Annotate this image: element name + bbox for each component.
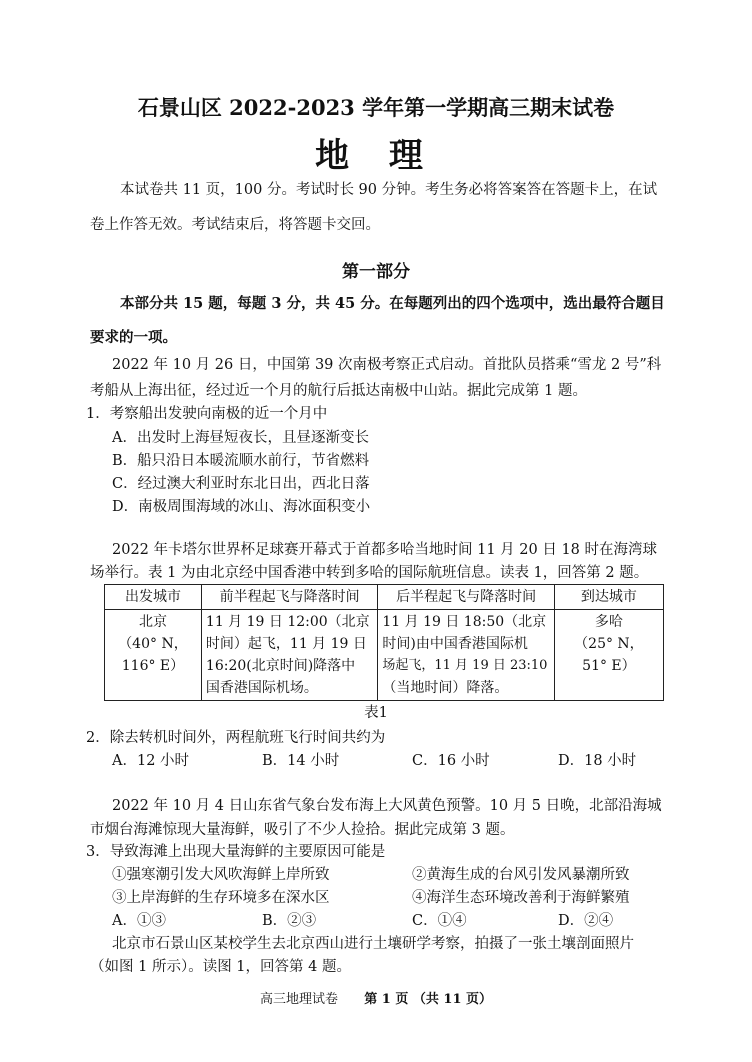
q3-item-4: ④海洋生态环境改善利于海鲜繁殖 <box>412 890 630 906</box>
q3-item-2: ②黄海生成的台风引发风暴潮所致 <box>412 867 630 883</box>
q3-item-3: ③上岸海鲜的生存环境多在深水区 <box>112 890 330 906</box>
q2-option-a: A．12 小时 <box>112 753 190 769</box>
q3-option-d: D．②④ <box>558 913 614 929</box>
table-header-cell: 出发城市 <box>105 585 202 610</box>
table-row <box>105 610 664 701</box>
q1-option-b: B．船只沿日本暖流顺水前行，节省燃料 <box>112 453 370 469</box>
q3-stem-2: 市烟台海滩惊现大量海鲜，吸引了不少人捡拾。据此完成第 3 题。 <box>90 822 515 838</box>
intro-line-2: 卷上作答无效。考试结束后，将答题卡交回。 <box>90 217 380 233</box>
q2-option-c: C．16 小时 <box>412 753 490 769</box>
cell-line: 11 月 19 日 18:50（北京 <box>382 614 547 630</box>
footer-doc-name: 高三地理试卷 <box>259 992 338 1007</box>
cell-line: 16:20(北京时间)降落中 <box>205 658 356 674</box>
q1-option-d: D．南极周围海域的冰山、海冰面积变小 <box>112 499 371 515</box>
q3-stem-1: 2022 年 10 月 4 日山东省气象台发布海上大风黄色预警。10 月 5 日晚，北部沿海城 <box>112 798 662 814</box>
first-leg-cell <box>201 610 377 701</box>
q4-stem-2: （如图 1 所示）。读图 1，回答第 4 题。 <box>90 959 351 975</box>
q3-question: 3．导致海滩上出现大量海鲜的主要原因可能是 <box>86 844 386 860</box>
cell-line: 北京 <box>138 614 167 630</box>
flight-table <box>104 584 664 701</box>
cell-line: 时间）起飞，11 月 19 日 <box>205 636 367 652</box>
table-header-row <box>105 585 664 610</box>
footer-page-number: 第 1 页 （共 11 页） <box>364 992 493 1007</box>
departure-city-cell <box>105 610 202 701</box>
cell-line: 11 月 19 日 12:00（北京 <box>205 614 370 630</box>
cell-line: 51° E） <box>582 658 636 674</box>
table-caption: 表1 <box>364 705 388 721</box>
q3-option-c: C．①④ <box>412 913 467 929</box>
cell-line: （25° N， <box>574 636 644 652</box>
q1-option-c: C．经过澳大利亚时东北日出，西北日落 <box>112 476 370 492</box>
arrival-city-cell <box>554 610 663 701</box>
table-header-cell: 到达城市 <box>554 585 663 610</box>
q1-question: 1．考察船出发驶向南极的近一个月中 <box>86 406 328 422</box>
cell-line: 国香港国际机场。 <box>205 680 318 696</box>
section-title: 第一部分 <box>342 262 410 282</box>
cell-line: 时间)由中国香港国际机 <box>382 636 528 652</box>
cell-line: （40° N， <box>118 636 188 652</box>
q2-stem-1: 2022 年卡塔尔世界杯足球赛开幕式于首都多哈当地时间 11 月 20 日 18 时在海湾球 <box>112 542 658 558</box>
q1-stem-2: 考船从上海出征，经过近一个月的航行后抵达南极中山站。据此完成第 1 题。 <box>90 383 587 399</box>
q3-item-1: ①强寒潮引发大风吹海鲜上岸所致 <box>112 867 330 883</box>
q3-option-a: A．①③ <box>112 913 166 929</box>
q2-question: 2．除去转机时间外，两程航班飞行时间共约为 <box>86 730 386 746</box>
cell-line: 116° E） <box>121 658 185 674</box>
q1-option-a: A．出发时上海昼短夜长，且昼逐渐变长 <box>112 430 369 446</box>
section-instruction-2: 要求的一项。 <box>90 329 177 346</box>
table-header-cell: 后半程起飞与降落时间 <box>378 585 554 610</box>
intro-line-1: 本试卷共 11 页，100 分。考试时长 90 分钟。考生务必将答案答在答题卡上，在试 <box>120 182 658 198</box>
cell-line: 场起飞，11 月 19 日 23:10 <box>382 658 548 673</box>
section-instruction-1: 本部分共 15 题，每题 3 分，共 45 分。在每题列出的四个选项中，选出最符合题目 <box>120 295 665 312</box>
q2-option-d: D．18 小时 <box>558 753 637 769</box>
table-header-cell: 前半程起飞与降落时间 <box>201 585 377 610</box>
q2-stem-2: 场举行。表 1 为由北京经中国香港中转到多哈的国际航班信息。读表 1，回答第 2 题。 <box>90 565 649 581</box>
subject-title: 地 理 <box>315 136 437 176</box>
exam-title: 石景山区 2022-2023 学年第一学期高三期末试卷 <box>137 95 615 120</box>
q4-stem-1: 北京市石景山区某校学生去北京西山进行土壤研学考察，拍摄了一张土壤剖面照片 <box>112 936 634 952</box>
page-footer <box>0 988 752 1007</box>
q2-option-b: B．14 小时 <box>262 753 340 769</box>
q1-stem-1: 2022 年 10 月 26 日，中国第 39 次南极考察正式启动。首批队员搭乘“雪龙 2 号”科 <box>112 357 662 373</box>
second-leg-cell <box>378 610 554 701</box>
cell-line: 多哈 <box>594 614 623 630</box>
cell-line: （当地时间）降落。 <box>382 680 509 696</box>
q3-option-b: B．②③ <box>262 913 317 929</box>
